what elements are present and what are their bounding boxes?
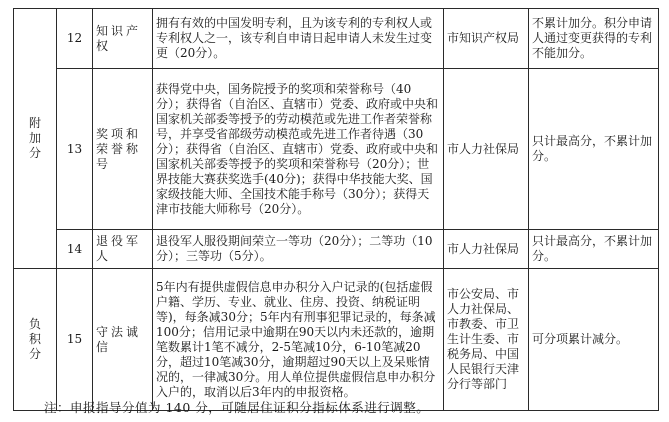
table-footnote: 注：申报指导分值为 140 分，可随居住证积分指标体系进行调整。	[44, 400, 430, 415]
scoring-note: 只计最高分，不累计加分。	[529, 230, 659, 269]
row-number: 13	[57, 69, 93, 230]
table-row-14	[14, 230, 659, 269]
category-negative-points	[14, 269, 57, 411]
scoring-note: 可分项累计减分。	[529, 269, 659, 411]
category-additional-points	[14, 9, 57, 269]
responsible-department: 市知识产权局	[444, 9, 529, 69]
indicator-name: 知识产权	[93, 9, 153, 69]
indicator-name: 奖项和荣誉称号	[93, 69, 153, 230]
scoring-note: 不累计加分。积分申请人通过变更获得的专利不能加分。	[529, 9, 659, 69]
table-row-12	[14, 9, 659, 69]
category-char: 加	[28, 131, 41, 145]
responsible-department: 市人力社保局	[444, 230, 529, 269]
indicator-description: 5年内有提供虚假信息申办积分入户记录的(包括虚假户籍、学历、专业、就业、住房、投资、纳税证明等)，每条减30分；5年内有刑事犯罪记录的，每条减100分；信用记录中逾期在90天以内未还款的，逾期笔数累计1笔不减分，2-5笔减10分，6-10笔减20分，超过10笔减30分，逾期超过90天以上及呆账情况的，一律减30分。用人单位提供虚假信息申办积分入户的，取消以后3年内的申报资格。	[153, 269, 444, 411]
category-char: 积	[28, 332, 41, 346]
table-row-15	[14, 269, 659, 411]
category-char: 分	[28, 146, 41, 160]
row-number: 14	[57, 230, 93, 269]
category-char: 附	[28, 116, 41, 130]
responsible-department: 市人力社保局	[444, 69, 529, 230]
indicator-description: 退役军人服役期间荣立一等功（20分）；二等功（10分）；三等功（5分）。	[153, 230, 444, 269]
row-number: 15	[57, 269, 93, 411]
scoring-note: 只计最高分，不累计加分。	[529, 69, 659, 230]
category-char: 负	[28, 317, 41, 331]
indicator-name: 退役军人	[93, 230, 153, 269]
indicator-description: 获得党中央，国务院授予的奖项和荣誉称号（40分）；获得省（自治区、直辖市）党委、政府或中央和国家机关部委等授予的劳动模范或先进工作者荣誉称号，并享受省部级劳动模范或先进工作者待遇（30分）；获得省（自治区、直辖市）党委、政府或中央和国家机关部委等授予的奖项和荣誉称号（20分）；世界技能大赛获奖选手(40分)；获得中华技能大奖、国家级技能大师、全国技术能手称号（30分）；获得天津市技能大师称号（20分）。	[153, 69, 444, 230]
responsible-department: 市公安局、市人力社保局、市教委、市卫生计生委、市税务局、中国人民银行天津分行等部门	[444, 269, 529, 411]
category-char: 分	[28, 347, 41, 361]
table-row-13	[14, 69, 659, 230]
points-indicator-table	[13, 8, 659, 411]
indicator-name: 守法诚信	[93, 269, 153, 411]
indicator-description: 拥有有效的中国发明专利，且为该专利的专利权人或专利权人之一，该专利自申请日起申请人未发生过变更（20分）。	[153, 9, 444, 69]
row-number: 12	[57, 9, 93, 69]
